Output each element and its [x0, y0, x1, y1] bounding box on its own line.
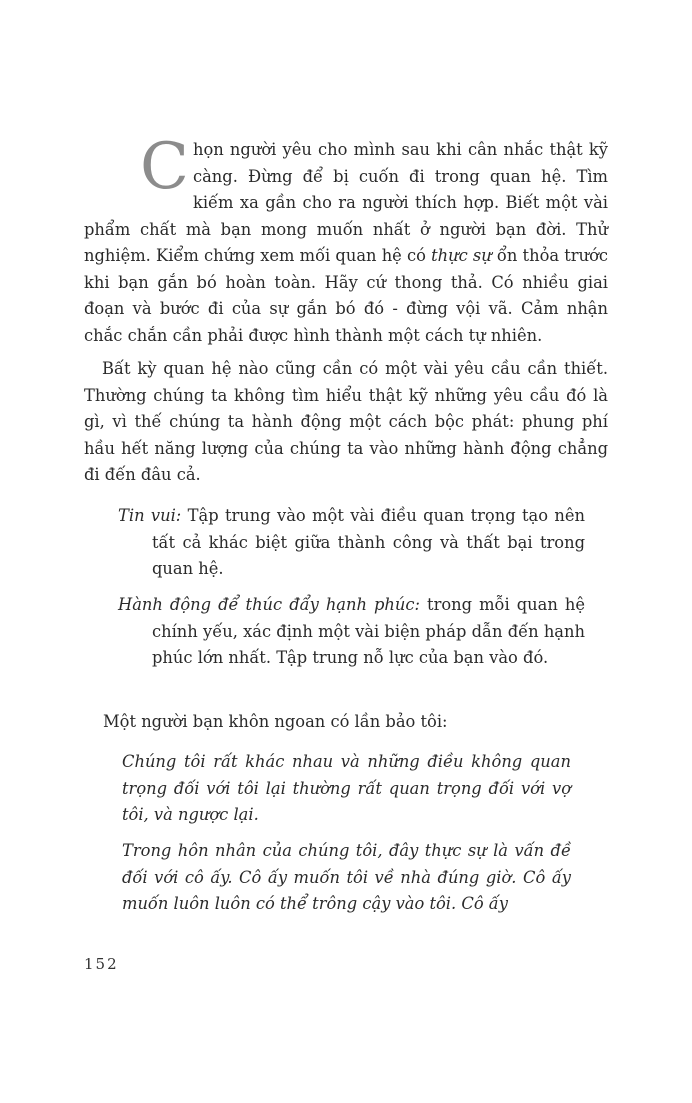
paragraph-opening-text: họn người yêu cho mình sau khi cân nhắc thật kỹ càng. Đừng để bị cuốn đi trong quan hệ. Tìm kiếm xa gần cho ra người thích hợp. Biết một vài phẩm chất mà bạn mong muốn nhất ở người bạn đời. Thử nghiệm. Kiểm chứng xem mối quan hệ có: [84, 140, 608, 265]
tip-good-news-text: Tập trung vào một vài điều quan trọng tạo nên tất cả khác biệt giữa thành công và thất bại trong quan hệ.: [152, 506, 585, 578]
tip-happiness-action-label: Hành động để thúc đẩy hạnh phúc:: [118, 595, 421, 614]
paragraph-friend-intro: Một người bạn khôn ngoan có lần bảo tôi:: [103, 712, 448, 731]
paragraph-requirements: Bất kỳ quan hệ nào cũng cần có một vài yêu cầu cần thiết. Thường chúng ta không tìm hiểu thật kỹ những yêu cầu đó là gì, vì thế chúng ta hành động một cách bộc phát: phung phí hầu hết năng lượng của chúng ta vào những hành động chẳng đi đến đâu cả.: [84, 359, 608, 484]
block-quote-2: Trong hôn nhân của chúng tôi, đây thực sự là vấn đề đối với cô ấy. Cô ấy muốn tôi về nhà đúng giờ. Cô ấy muốn luôn luôn có thể trông cậy vào tôi. Cô ấy: [122, 841, 571, 913]
paragraph-opening-text-end: ổn thỏa trước khi bạn gắn bó hoàn toàn. Hãy cứ thong thả. Có nhiều giai đoạn và bước đi của sự gắn bó đó - đừng vội vã. Cảm nhận chắc chắn cần phải được hình thành một cách tự nhiên.: [84, 246, 608, 345]
drop-cap: C: [140, 130, 189, 204]
page-number: 152: [84, 955, 119, 973]
tip-happiness-action: [118, 592, 585, 672]
paragraph-opening: [84, 130, 608, 349]
tip-good-news-label: Tin vui:: [118, 506, 182, 525]
emphasis-text: thực sự: [431, 246, 492, 265]
tip-happiness-action-text: trong mỗi quan hệ chính yếu, xác định một vài biện pháp dẫn đến hạnh phúc lớn nhất. Tập trung nỗ lực của bạn vào đó.: [152, 595, 585, 667]
tip-good-news: [118, 503, 585, 583]
block-quote-1: Chúng tôi rất khác nhau và những điều không quan trọng đối với tôi lại thường rất quan trọng đối với vợ tôi, và ngược lại.: [122, 752, 571, 824]
